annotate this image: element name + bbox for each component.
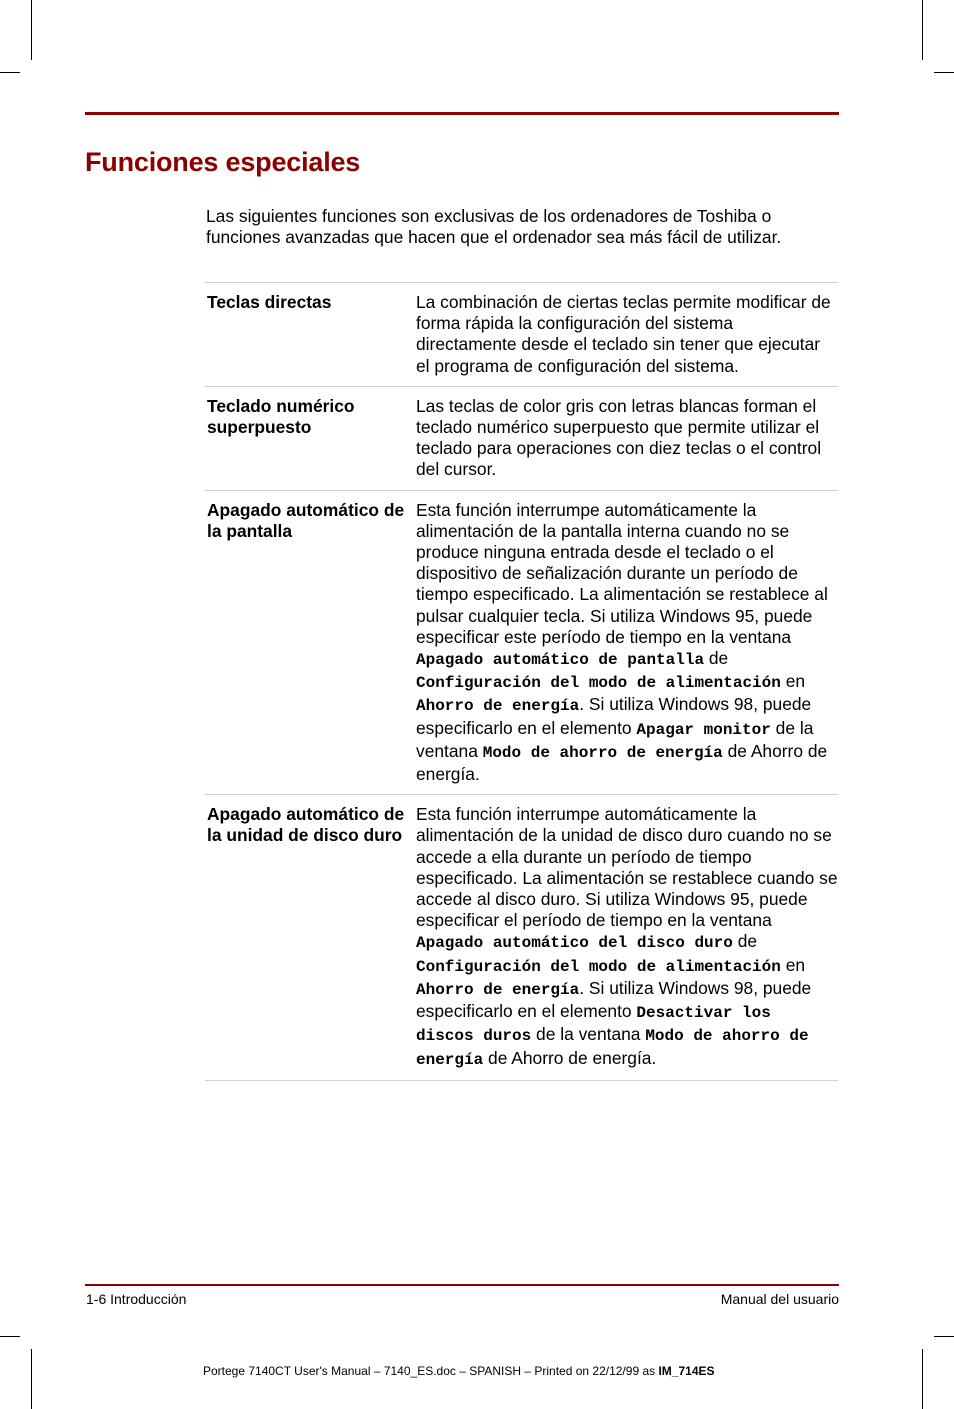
feature-term: Teclado numérico superpuesto [207, 395, 355, 438]
description-text: Esta función interrumpe automáticamente la alimentación de la pantalla interna cuando no se produce ninguna entrada desde el teclado o el dispositivo de señalización durante un período de tiempo especificado. La alimentación se restablece al pulsar cualquier tecla. Si utiliza Windows 95, puede especificar este período de tiempo en la ventana [416, 499, 828, 647]
ui-element-name: Apagar monitor [636, 720, 771, 739]
footer-page-label: 1-6 Introducción [86, 1291, 187, 1307]
feature-term: Apagado automático de la unidad de disco duro [207, 804, 405, 846]
intro-paragraph: Las siguientes funciones son exclusivas de los ordenadores de Toshiba o funciones avanzadas que hacen que el ordenador sea más fácil de utilizar. [206, 206, 782, 248]
features-table [205, 282, 838, 1081]
description-text: Esta función interrumpe automáticamente la alimentación de la unidad de disco duro cuando no se accede a ella durante un período de tiempo especificado. La alimentación se restablece cuando se accede al disco duro. Si utiliza Windows 95, puede especificar el período de tiempo en la ventana [416, 804, 838, 931]
feature-term: Apagado automático de la pantalla [207, 499, 405, 541]
description-text: de [704, 648, 729, 669]
description-text: de Ahorro de energía. [416, 740, 828, 785]
footer-rule [85, 1284, 839, 1286]
crop-mark [922, 1349, 923, 1409]
description-text: . Si utiliza Windows 98, puede especificarlo en el elemento [416, 977, 812, 1022]
crop-mark [0, 72, 20, 73]
header-rule [85, 112, 839, 115]
ui-element-name: Ahorro de energía [416, 980, 580, 999]
ui-element-name: Apagado automático de pantalla [416, 651, 705, 670]
description-text: . Si utiliza Windows 98, puede especificarlo en el elemento [416, 694, 812, 738]
description-text: en [780, 954, 806, 975]
crop-mark [934, 1336, 954, 1337]
ui-element-name: Modo de ahorro de energía [416, 1027, 809, 1069]
crop-mark [31, 1349, 32, 1409]
description-text: de la ventana [531, 1024, 646, 1045]
feature-description: La combinación de ciertas teclas permite modificar de forma rápida la configuración del sistema directamente desde el teclado sin tener que ejecutar el programa de configuración del sistema. [416, 292, 831, 376]
description-text: de la ventana [416, 717, 814, 761]
feature-description [416, 804, 838, 1070]
print-info-code: IM_714ES [658, 1364, 715, 1378]
footer-manual-title: Manual del usuario [720, 1291, 839, 1307]
feature-row [205, 490, 838, 795]
crop-mark [31, 0, 32, 60]
description-text: de [732, 931, 758, 952]
ui-element-name: Desactivar los discos duros [416, 1004, 771, 1046]
ui-element-name: Ahorro de energía [416, 697, 580, 716]
crop-mark [0, 1336, 20, 1337]
page-title: Funciones especiales [85, 147, 361, 177]
print-info [203, 1364, 715, 1378]
crop-mark [934, 72, 954, 73]
print-info-text: Portege 7140CT User's Manual – 7140_ES.doc – SPANISH – Printed on 22/12/99 as [203, 1364, 659, 1378]
feature-description [416, 500, 838, 786]
ui-element-name: Configuración del modo de alimentación [416, 957, 781, 976]
feature-term: Teclas directas [207, 292, 332, 312]
feature-row [205, 386, 838, 490]
feature-row [205, 282, 838, 386]
crop-mark [922, 0, 923, 60]
feature-row [205, 794, 838, 1080]
feature-description: Las teclas de color gris con letras blancas forman el teclado numérico superpuesto que permite utilizar el teclado para operaciones con diez teclas o el control del cursor. [416, 395, 822, 480]
description-text: en [780, 671, 806, 692]
ui-element-name: Configuración del modo de alimentación [416, 674, 781, 693]
description-text: de Ahorro de energía. [483, 1047, 657, 1068]
ui-element-name: Apagado automático del disco duro [416, 934, 733, 953]
ui-element-name: Modo de ahorro de energía [482, 743, 723, 762]
